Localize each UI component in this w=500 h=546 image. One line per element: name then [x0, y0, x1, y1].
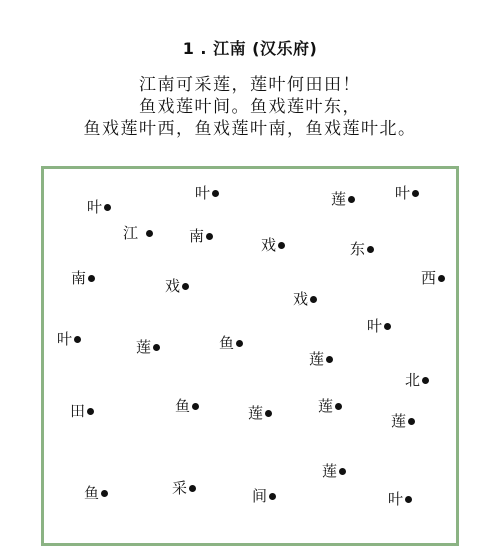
dot-point [101, 490, 108, 497]
dot-character: 南 [189, 227, 205, 245]
dot-label[interactable] [309, 350, 333, 368]
dot-character: 北 [405, 371, 421, 389]
dot-point [339, 468, 346, 475]
dot-point [269, 493, 276, 500]
dot-character: 莲 [391, 412, 407, 430]
dot-point [74, 336, 81, 343]
page-title: 1 . 江南 (汉乐府) [182, 39, 318, 58]
dot-character: 采 [172, 479, 188, 497]
dot-character: 叶 [87, 198, 103, 216]
dot-character: 间 [252, 487, 268, 505]
dot-label[interactable] [391, 412, 415, 430]
dot-label[interactable] [252, 487, 276, 505]
dot-label[interactable] [261, 236, 285, 254]
dot-label[interactable] [195, 184, 219, 202]
dot-point [189, 485, 196, 492]
dot-point [384, 323, 391, 330]
dot-point [278, 242, 285, 249]
dot-point [87, 408, 94, 415]
dot-point [408, 418, 415, 425]
dot-character: 江 [123, 224, 139, 242]
dot-label[interactable] [70, 402, 94, 420]
dot-label[interactable] [395, 184, 419, 202]
dot-character: 鱼 [84, 484, 100, 502]
dot-label[interactable] [165, 277, 189, 295]
dot-character: 莲 [318, 397, 334, 415]
dot-character: 莲 [331, 190, 347, 208]
dot-point [438, 275, 445, 282]
dot-character: 戏 [261, 236, 277, 254]
dot-label[interactable] [136, 338, 160, 356]
dot-character: 莲 [136, 338, 152, 356]
dot-point [88, 275, 95, 282]
dot-point [236, 340, 243, 347]
dot-character: 戏 [293, 290, 309, 308]
dot-label[interactable] [388, 490, 412, 508]
dot-label[interactable] [421, 269, 445, 287]
dot-point [265, 410, 272, 417]
dot-label[interactable] [405, 371, 429, 389]
dot-label[interactable] [172, 479, 196, 497]
poem-line: 江南可采莲，莲叶何田田！ [139, 75, 361, 95]
dot-point [422, 377, 429, 384]
dot-character: 莲 [322, 462, 338, 480]
dot-point [146, 230, 153, 237]
dot-point [348, 196, 355, 203]
dot-point [206, 233, 213, 240]
dot-label[interactable] [350, 240, 374, 258]
dot-character: 叶 [388, 490, 404, 508]
dot-label[interactable] [189, 227, 213, 245]
dot-point [310, 296, 317, 303]
dot-character: 南 [71, 269, 87, 287]
poem-text [0, 74, 500, 140]
poem-line: 鱼戏莲叶间。鱼戏莲叶东， [139, 97, 361, 117]
dot-character: 叶 [195, 184, 211, 202]
dot-character: 莲 [248, 404, 264, 422]
dot-point [367, 246, 374, 253]
connect-dots-board [41, 166, 459, 546]
dot-point [326, 356, 333, 363]
dot-label[interactable] [367, 317, 391, 335]
dot-label[interactable] [293, 290, 317, 308]
dot-point [335, 403, 342, 410]
dot-label[interactable] [71, 269, 95, 287]
dot-point [405, 496, 412, 503]
dot-character: 莲 [309, 350, 325, 368]
dot-character: 东 [350, 240, 366, 258]
dot-label[interactable] [322, 462, 346, 480]
dot-point [182, 283, 189, 290]
dot-point [192, 403, 199, 410]
dot-label[interactable] [57, 330, 81, 348]
dot-point [412, 190, 419, 197]
dot-label[interactable] [331, 190, 355, 208]
dot-character: 鱼 [175, 397, 191, 415]
dot-label[interactable] [219, 334, 243, 352]
dot-character: 叶 [395, 184, 411, 202]
dot-character: 田 [70, 402, 86, 420]
dot-point [212, 190, 219, 197]
dot-character: 叶 [367, 317, 383, 335]
dot-character: 叶 [57, 330, 73, 348]
dot-point [153, 344, 160, 351]
dot-label[interactable] [318, 397, 342, 415]
dot-label[interactable] [84, 484, 108, 502]
dot-label[interactable] [123, 224, 153, 242]
poem-line: 鱼戏莲叶西，鱼戏莲叶南，鱼戏莲叶北。 [83, 119, 417, 139]
dot-point [104, 204, 111, 211]
dot-character: 鱼 [219, 334, 235, 352]
dot-label[interactable] [248, 404, 272, 422]
dot-character: 戏 [165, 277, 181, 295]
dot-label[interactable] [87, 198, 111, 216]
dot-character: 西 [421, 269, 437, 287]
dot-label[interactable] [175, 397, 199, 415]
